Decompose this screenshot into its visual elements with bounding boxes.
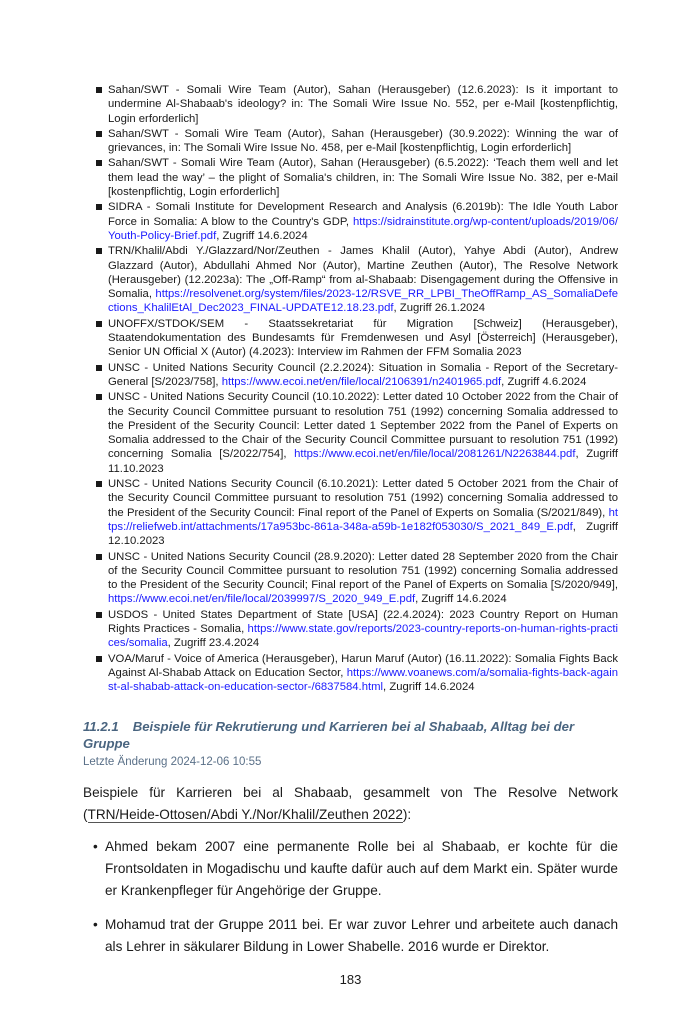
reference-text: UNSC - United Nations Security Council (28.9.2020): Letter dated 28 September 2020 from the Chair of the Security Council Committee pursuant to resolution 751 (1992) concerning Somalia addressed to the President of the Security Council; Final report of the Panel of Experts on Somalia [S/2020/949], xyxy=(108,550,618,592)
reference-item xyxy=(96,244,618,315)
reference-text: USDOS - United States Department of State [USA] (22.4.2024): 2023 Country Report on Human Rights Practices - Somalia, xyxy=(108,608,618,635)
square-bullet-icon xyxy=(96,131,102,137)
reference-text: SIDRA - Somali Institute for Development Research and Analysis (6.2019b): The Idle Youth Labor Force in Somalia: A blow to the Country's GDP, xyxy=(108,201,618,228)
example-list xyxy=(83,836,618,958)
reference-text: VOA/Maruf - Voice of America (Herausgeber), Harun Maruf (Autor) (16.11.2022): Somalia Fights Back Against Al-Shabab Attack on Education Sector, xyxy=(108,652,618,679)
square-bullet-icon xyxy=(96,321,102,327)
section-heading xyxy=(83,718,618,752)
reference-link[interactable]: https://sidrainstitute.org/wp-content/uploads/2019/06/Youth-Policy-Brief.pdf xyxy=(108,215,618,242)
square-bullet-icon xyxy=(96,612,102,618)
list-item-text: Ahmed bekam 2007 eine permanente Rolle bei al Shabaab, er kochte für die Frontsoldaten in Mogadischu und kaufte dafür auch auf dem Markt ein. Später wurde er Krankenpfleger für Angehörige der Gruppe. xyxy=(105,839,618,899)
reference-text: Sahan/SWT - Somali Wire Team (Autor), Sahan (Herausgeber) (30.9.2022): Winning the war of grievances, in: The Somali Wire Issue No. 458, per e-Mail [kostenpflichtig, Login erforderlich] xyxy=(108,127,618,155)
intro-text-end: ): xyxy=(402,807,412,823)
reference-text: TRN/Khalil/Abdi Y./Glazzard/Nor/Zeuthen - James Khalil (Autor), Yahye Abdi (Autor), Andrew Glazzard (Autor), Abdullahi Ahmed Nor (Autor), Martine Zeuthen (Autor), The Resolve Network (Herausgeber) (12.2023a): The „Off-Ramp“ from al-Shabaab: Disengagement during the Offensive in Somalia, xyxy=(108,245,618,301)
access-date: , Zugriff 26.1.2024 xyxy=(393,302,485,315)
access-date: , Zugriff 23.4.2024 xyxy=(167,637,260,650)
list-item-text: Mohamud trat der Gruppe 2011 bei. Er war zuvor Lehrer und arbeitete auch danach als Lehrer in säkularer Bildung in Lower Shabelle. 2016 wurde er Direktor. xyxy=(105,917,618,955)
page-number: 183 xyxy=(339,972,362,988)
square-bullet-icon xyxy=(96,87,102,93)
square-bullet-icon xyxy=(96,204,102,210)
intro-text: Beispiele für Karrieren bei al Shabaab, gesammelt von The Resolve Network ( xyxy=(83,785,618,823)
reference-item xyxy=(96,83,618,126)
reference-item xyxy=(96,550,618,607)
reference-link[interactable]: https://resolvenet.org/system/files/2023-12/RSVE_RR_LPBI_TheOffRamp_AS_SomaliaDefections_KhalilEtAl_Dec2023_FINAL-UPDATE12.18.23.pdf xyxy=(108,288,618,315)
reference-item xyxy=(96,652,618,695)
reference-item xyxy=(96,390,618,476)
reference-text: UNSC - United Nations Security Council (10.10.2022): Letter dated 10 October 2022 from the Chair of the Security Council Committee pursuant to resolution 751 (1992) concerning Somalia addressed to the President of the Security Council: Letter dated 1 September 2022 from the Panel of Experts on Somalia addressed to the Chair of the Security Council Committee pursuant to resolution 751 (1992) concerning Somalia [S/2022/754], xyxy=(108,391,618,461)
section-number: 11.2.1 xyxy=(83,719,119,735)
reference-text: UNOFFX/STDOK/SEM - Staatssekretariat für Migration [Schweiz] (Herausgeber), Staatendokumentation des Bundesamts für Fremdenwesen und Asyl [Österreich] (Herausgeber), Senior UN Official X (Autor) (4.2023): Interview im Rahmen der FFM Somalia 2023 xyxy=(108,317,618,359)
access-date: , Zugriff 11.10.2023 xyxy=(108,448,619,475)
intro-paragraph xyxy=(83,782,618,826)
reference-text: Sahan/SWT - Somali Wire Team (Autor), Sahan (Herausgeber) (12.6.2023): Is it important to undermine Al-Shabaab's ideology? in: The Somali Wire Issue No. 552, per e-Mail [kostenpflichtig, Login erforderlich] xyxy=(108,84,618,125)
square-bullet-icon xyxy=(96,554,102,560)
reference-item xyxy=(96,608,618,651)
reference-item xyxy=(96,361,618,390)
reference-link[interactable]: https://www.ecoi.net/en/file/local/2106391/n2401965.pdf xyxy=(221,375,502,388)
square-bullet-icon xyxy=(96,656,102,662)
reference-text: UNSC - United Nations Security Council (6.10.2021): Letter dated 5 October 2021 from the Chair of the Security Council Committee pursuant to resolution 751 (1992) concerning Somalia addressed to the President of the Security Council: Final report of the Panel of Experts on Somalia (S/2021/849), xyxy=(108,478,618,519)
section-title: Beispiele für Rekrutierung und Karrieren bei al Shabaab, Alltag bei der Gruppe xyxy=(83,719,575,752)
square-bullet-icon xyxy=(96,365,102,371)
square-bullet-icon xyxy=(96,481,102,487)
reference-link[interactable]: https://www.voanews.com/a/somalia-fights-back-against-al-shabab-attack-on-education-sector-/6837584.html xyxy=(108,666,618,694)
list-item xyxy=(93,836,618,902)
citation-link[interactable]: TRN/Heide-Ottosen/Abdi Y./Nor/Khalil/Zeuthen 2022 xyxy=(87,807,403,823)
access-date: , Zugriff 14.6.2024 xyxy=(216,229,308,242)
reference-link[interactable]: https://www.ecoi.net/en/file/local/2081261/N2263844.pdf xyxy=(294,448,576,461)
reference-link[interactable]: https://www.ecoi.net/en/file/local/2039997/S_2020_949_E.pdf xyxy=(108,593,416,606)
bullet-icon: • xyxy=(93,917,98,933)
reference-link[interactable]: https://www.state.gov/reports/2023-country-reports-on-human-rights-practices/somalia xyxy=(108,622,618,650)
reference-list xyxy=(96,83,618,694)
access-date: , Zugriff 14.6.2024 xyxy=(383,681,475,694)
reference-item xyxy=(96,317,618,360)
reference-link[interactable]: https://reliefweb.int/attachments/17a953bc-861a-348a-a59b-1e182f053030/S_2021_849_E.pdf xyxy=(108,506,618,533)
reference-item xyxy=(96,477,618,548)
list-item xyxy=(93,914,618,958)
reference-text: UNSC - United Nations Security Council (2.2.2024): Situation in Somalia - Report of the Secretary-General [S/2023/758], xyxy=(108,361,618,388)
access-date: , Zugriff 12.10.2023 xyxy=(108,520,618,548)
reference-item xyxy=(96,127,618,156)
square-bullet-icon xyxy=(96,160,102,166)
last-modified: Letzte Änderung 2024-12-06 10:55 xyxy=(83,756,262,769)
reference-text: Sahan/SWT - Somali Wire Team (Autor), Sahan (Herausgeber) (6.5.2022): ‘Teach them well and let them lead the way’ – the plight of Somalia's children, in: The Somali Wire Issue No. 382, per e-Mail [kostenpflichtig, Login erforderlich] xyxy=(108,157,618,199)
square-bullet-icon xyxy=(96,248,102,254)
bullet-icon: • xyxy=(93,839,98,855)
section xyxy=(83,718,618,958)
square-bullet-icon xyxy=(96,394,102,400)
access-date: , Zugriff 14.6.2024 xyxy=(415,593,507,606)
reference-item xyxy=(96,156,618,199)
access-date: , Zugriff 4.6.2024 xyxy=(501,375,587,388)
reference-item xyxy=(96,200,618,243)
